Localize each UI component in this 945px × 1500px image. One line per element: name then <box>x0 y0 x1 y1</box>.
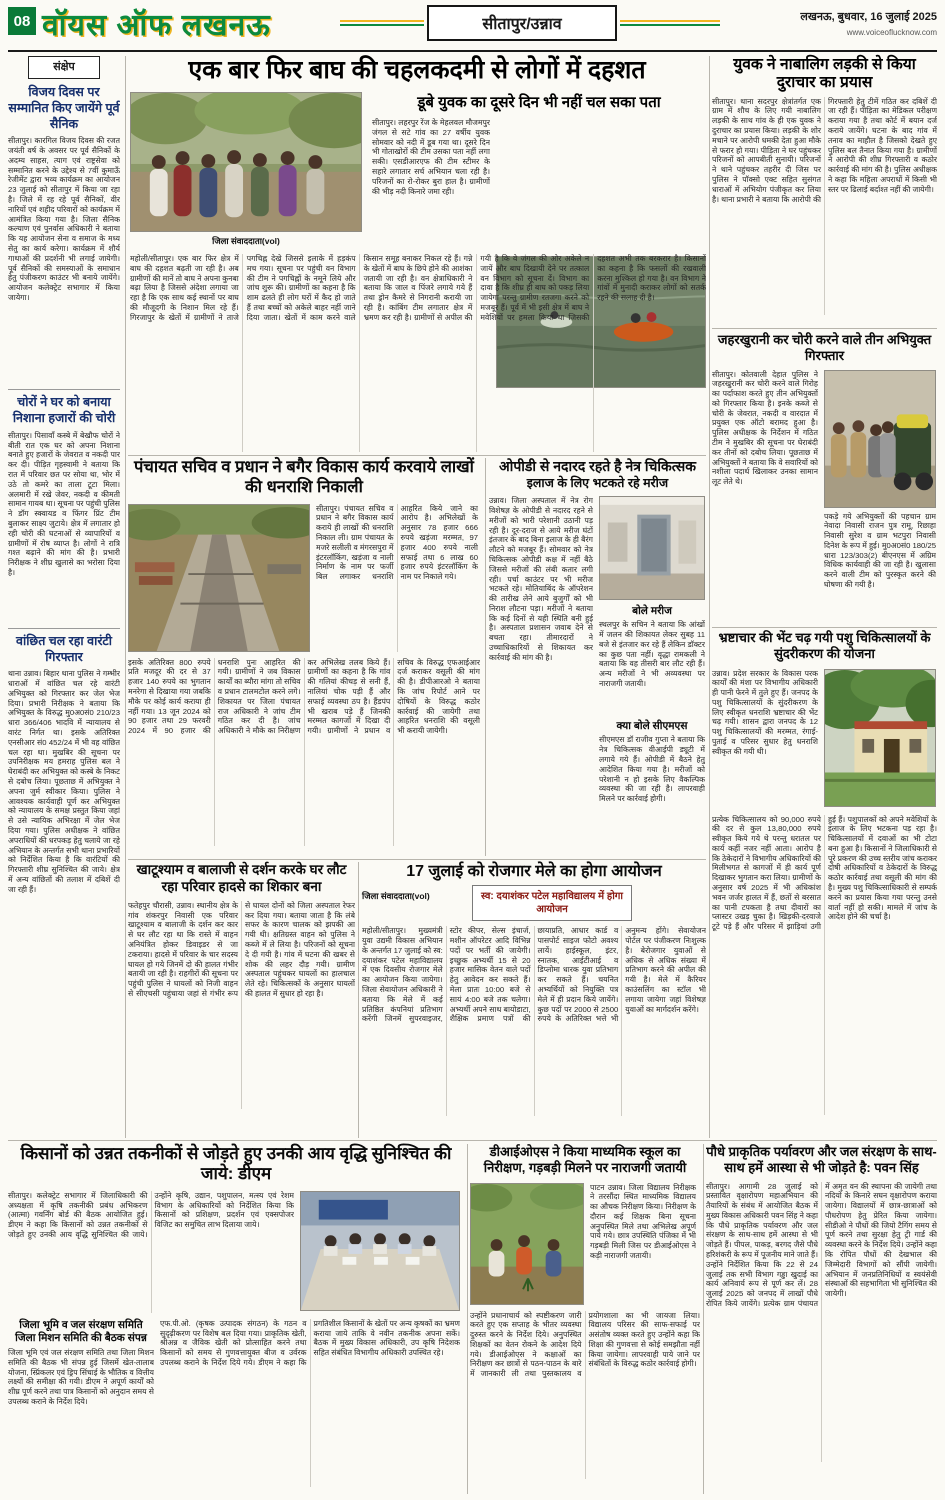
poison-theft-story <box>712 332 937 624</box>
page-number-badge: 08 <box>8 7 36 35</box>
plants-headline: पौधे प्राकृतिक पर्यावरण और जल संरक्षण के साथ-साथ हमें आस्था से भी जोड़ते है: पवन सिंह <box>706 1144 937 1176</box>
farmers-headline: किसानों को उन्नत तकनीकों से जोड़ते हुए उनकी आय वृद्धि सुनिश्चित की जाये: डीएम <box>20 1144 452 1184</box>
corruption-body-top: उन्नाव। प्रदेश सरकार के विकास परक कार्यों की मंशा पर विभागीय अधिकारी ही पानी फेरने में तुले हुए हैं। जनपद के पशु चिकित्सालयों के सुंदरीकरण के लिए स्वीकृत धनराशि भ्रष्टाचार की भेंट चढ़ गयी। शासन द्वारा जनपद के 12 पशु चिकित्सालयों की मरम्मत, रंगाई-पुताई व परिसर सुधार हेतु धनराशि स्वीकृत की गयी थी। <box>712 668 818 756</box>
newspaper-title: वॉयस ऑफ लखनऊ <box>42 9 271 42</box>
poison-headline: जहरखुरानी कर चोरी करने वाले तीन अभियुक्त गिरफ्तार <box>717 332 932 364</box>
opd-cms-subhead: क्या बोले सीएमएस <box>616 720 688 733</box>
tiger-body: महोली/सीतापुर। एक बार फिर क्षेत्र में बाघ की दहशत बढ़ती जा रही है। अब ग्रामीणों की मानें तो बाघ ने अपना कुनबा बढ़ा लिया है जिससे अंदेशा लगाया जा रहा है कि एक साथ कई स्थानों पर बाघ की मौजूदगी के निशान मिल रहे हैं। गिरजापुर के खेतों में ग्रामीणों ने ताजे पगचिह्न देखे जिससे इलाके में हड़कंप मच गया। सूचना पर पहुंची वन विभाग की टीम ने पगचिह्नों के नमूने लिये और जांच शुरू की। ग्रामीणों का कहना है कि शाम ढलते ही लोग घरों में कैद हो जाते हैं तथा बच्चों को अकेले बाहर नहीं जाने दिया जाता। खेतों में काम करने वाले किसान समूह बनाकर निकल रहे हैं। गन्ने के खेतों में बाघ के छिपे होने की आशंका जतायी जा रही है। वन क्षेत्राधिकारी ने बताया कि जाल व पिंजरे लगाये गये हैं तथा ड्रोन कैमरे से निगरानी करायी जा रही है। कांबिंग टीम लगातार क्षेत्र में भ्रमण कर रही है। ग्रामीणों से अपील की गयी है कि वे जंगल की ओर अकेले न जायें और बाघ दिखायी देने पर तत्काल वन विभाग को सूचना दें। विभाग का दावा है कि शीघ्र ही बाघ को पकड़ लिया जायेगा परन्तु ग्रामीण रतजगा करने को मजबूर हैं। पूर्व में भी इसी क्षेत्र में बाघ ने मवेशियों पर हमला किया था जिसकी दहशत अभी तक बरकरार है। किसानों का कहना है कि फसलों की रखवाली करना मुश्किल हो गया है। वन विभाग ने गांवों में मुनादी कराकर लोगों को सतर्क रहने की सलाह दी है। <box>130 254 706 322</box>
panchayat-body: इसके अतिरिक्त 800 रुपये प्रति मजदूर की दर से 37 हजार 140 रुपये का भुगतान मनरेगा से दिखाया गया जबकि मौके पर कोई कार्य कराया ही नहीं गया। 13 जून 2024 को 90 हजार तथा 29 फरवरी 2024 में 90 हजार की धनराशि पुनः आहरित की गयी। ग्रामीणों ने जब विकास कार्यों का ब्यौरा मांगा तो सचिव व प्रधान टालमटोल करने लगे। शिकायत पर जिला पंचायत राज अधिकारी ने जांच टीम गठित कर दी है। जांच अधिकारी ने मौके का निरीक्षण कर अभिलेख तलब किये हैं। ग्रामीणों का कहना है कि गांव की गलियां कीचड़ से सनी हैं, नालियां चोक पड़ी हैं और सफाई व्यवस्था ठप है। हैंडपंप भी खराब पड़े हैं जिनकी मरम्मत कागजों में दिखा दी गयी। ग्रामीणों ने प्रधान व सचिव के विरुद्ध एफआईआर दर्ज कराकर वसूली की मांग की है। डीपीआरओ ने बताया कि जांच रिपोर्ट आने पर दोषियों के विरुद्ध कठोर कार्रवाई की जायेगी तथा आहरित धनराशि की वसूली भी करायी जायेगी। <box>128 657 480 736</box>
date-line: लखनऊ, बुधवार, 16 जुलाई 2025 <box>800 11 937 23</box>
poison-body-right: पकड़े गये अभियुक्तों की पहचान ग्राम नेवादा निवासी राजन पुत्र रामू, रिछाहा निवासी सुरेश व ग्राम भटपुरा निवासी दिनेश के रूप में हुई। मु0अ0सं0 180/25 धारा 123/303(2) बीएनएस में अग्रिम विधिक कार्यवाही की जा रही है। खुलासा करने वाली टीम को पुरस्कृत करने की घोषणा की गयी है। <box>824 511 936 590</box>
jobfair-story <box>362 862 706 1138</box>
brief2-body: सीतापुर। पिसावाँ कस्बे में बेखौफ चोरों ने बीती रात एक घर को अपना निशाना बनाते हुए हजारों के जेवरात व नकदी पार कर दी। पीड़ित गृहस्वामी ने बताया कि रात में परिवार छत पर सोया था, भोर में उठे तो कमरे का ताला टूटा मिला। अलमारी में रखे जेवर, नकदी व कीमती सामान गायब था। सूचना पर पहुंची पुलिस ने डॉग स्क्वायड व फिंगर प्रिंट टीम बुलाकर साक्ष्य जुटाये। क्षेत्र में लगातार हो रही चोरी की घटनाओं से व्यापारियों व ग्रामीणों में रोष व्याप्त है। लोगों ने रात्रि गश्त बढ़ाने की मांग की है। प्रभारी निरीक्षक ने शीघ्र खुलासे का भरोसा दिया है। <box>8 430 120 577</box>
farmers-body-rest: एफ.पी.ओ. (कृषक उत्पादक संगठन) के गठन व सुदृढ़ीकरण पर विशेष बल दिया गया। प्राकृतिक खेती, श्रीअन्न व जैविक खेती को प्रोत्साहित करने तथा किसानों को समय से गुणवत्तायुक्त बीज व उर्वरक उपलब्ध कराने के निर्देश दिये गये। डीएम ने कहा कि प्रगतिशील किसानों के खेतों पर अन्य कृषकों का भ्रमण कराया जाये ताकि वे नवीन तकनीक अपना सकें। बैठक में मुख्य विकास अधिकारी, उप कृषि निदेशक सहित संबंधित विभागीय अधिकारी उपस्थित रहे। <box>160 1318 460 1367</box>
photo-school-inspection <box>470 1183 584 1305</box>
jobfair-byline: जिला संवाददाता(vol) <box>362 891 430 902</box>
farmers-sub-body: जिला भूमि एवं जल संरक्षण समिति तथा जिला मिशन समिति की बैठक भी संपन्न हुई जिसमें खेत-तालाब योजना, स्प्रिंकलर एवं ड्रिप सिंचाई के भौतिक व वित्तीय लक्ष्यों की समीक्षा की गयी। डीएम ने अपूर्ण कार्यों को शीघ्र पूर्ण करने तथा पात्र किसानों को अनुदान समय से उपलब्ध कराने के निर्देश दिये। <box>8 1348 154 1407</box>
tiger-photo-caption: जिला संवाददाता(vol) <box>212 236 280 246</box>
masthead-accent-line <box>620 20 720 22</box>
accident-body: फतेहपुर चौरासी, उन्नाव। स्थानीय क्षेत्र के गांव शंकरपुर निवासी एक परिवार खाटूश्याम व बालाजी के दर्शन कर कार से घर लौट रहा था कि रास्ते में वाहन अनियंत्रित होकर डिवाइडर से जा टकराया। हादसे में परिवार के चार सदस्य घायल हो गये जिनमें दो की हालत गंभीर बतायी जा रही है। राहगीरों की सूचना पर पहुंची पुलिस ने घायलों को निजी वाहन से सीएचसी पहुंचाया जहां से गंभीर रूप से घायल दोनों को जिला अस्पताल रेफर कर दिया गया। बताया जाता है कि लंबे सफर के कारण चालक को झपकी आ गयी थी। क्षतिग्रस्त वाहन को पुलिस ने कब्जे में ले लिया है। परिजनों को सूचना दे दी गयी है। गांव में घटना की खबर से शोक की लहर दौड़ गयी। ग्रामीण अस्पताल पहुंचकर घायलों का हालचाल लेते रहे। चिकित्सकों के अनुसार घायलों की हालत में सुधार हो रहा है। <box>128 900 355 998</box>
farmers-sub-story <box>8 1319 154 1488</box>
farmers-body-top: सीतापुर। कलेक्ट्रेट सभागार में जिलाधिकारी की अध्यक्षता में कृषि तकनीकी प्रबंध अभिकरण (आत्मा) गवर्निंग बोर्ड की बैठक आयोजित हुई। डीएम ने कहा कि किसानों को उन्नत तकनीकों से जोड़ते हुए उनकी आय वृद्धि सुनिश्चित की जाये। उन्होंने कृषि, उद्यान, पशुपालन, मत्स्य एवं रेशम विभाग के अधिकारियों को निर्देशित किया कि किसानों को प्रशिक्षण, प्रदर्शन एवं एक्सपोजर विजिट का समुचित लाभ दिलाया जाये। <box>8 1190 294 1239</box>
masthead-accent-line <box>340 20 424 22</box>
edition-label: सीतापुर/उन्नाव <box>427 5 617 41</box>
corruption-body: प्रत्येक चिकित्सालय को 90,000 रुपये की दर से कुल 13,80,000 रुपये स्वीकृत किये गये थे परन्तु धरातल पर कार्य कहीं नजर नहीं आता। आरोप है कि ठेकेदारों ने विभागीय अधिकारियों की मिलीभगत से कागजों में ही कार्य पूर्ण दिखाकर भुगतान करा लिया। ग्रामीणों के अनुसार वर्ष 2025 में भी अधिकांश भवन जर्जर हालत में हैं, छतों से बरसात का पानी टपकता है तथा दीवारों का प्लास्टर उखड़ चुका है। खिड़की-दरवाजे टूटे पड़े हैं और परिसर में झाड़ियां उगी हुई हैं। पशुपालकों को अपने मवेशियों के इलाज के लिए भटकना पड़ रहा है। चिकित्सालयों में दवाओं का भी टोटा बना हुआ है। किसानों ने जिलाधिकारी से पूरे प्रकरण की उच्च स्तरीय जांच कराकर दोषी अधिकारियों व ठेकेदारों के विरुद्ध कठोर कार्रवाई तथा वसूली की मांग की है। मुख्य पशु चिकित्साधिकारी से सम्पर्क करने का प्रयास किया गया परन्तु उनसे वार्ता नहीं हो सकी। मामले में जांच के आदेश होने की चर्चा है। <box>712 814 937 932</box>
column-divider <box>703 1144 704 1494</box>
plants-story <box>706 1144 937 1494</box>
website-url: www.voiceoflucknow.com <box>846 28 937 37</box>
masthead-accent-line <box>620 24 720 26</box>
opd-patients-subhead: बोले मरीज <box>632 605 672 618</box>
corruption-story <box>712 630 937 1138</box>
opd-right-column <box>599 496 705 844</box>
opd-headline-line2: इलाज के लिए भटकते रहे मरीज <box>526 475 669 490</box>
column-divider <box>467 1144 468 1494</box>
story-divider <box>712 627 937 628</box>
story-divider <box>128 859 706 860</box>
panchayat-body-side: सीतापुर। पंचायत सचिव व प्रधान ने बगैर विकास कार्य कराये ही लाखों की धनराशि निकाल ली। ग्राम पंचायत के मजरे सलीली व मंगरसपुरा में इंटरलॉकिंग, खड़ंजा व नाली निर्माण के नाम पर फर्जी बिल लगाकर धनराशि आहरित किये जाने का आरोप है। अभिलेखों के अनुसार 78 हजार 666 रुपये खड़ंजा मरम्मत, 97 हजार 400 रुपये नाली सफाई तथा 6 लाख 60 हजार रुपये इंटरलॉकिंग के नाम पर निकाले गये। <box>316 503 478 582</box>
opd-cms-body: सीएमएस डॉ राजीव गुप्ता ने बताया कि नेत्र चिकित्सक वीआईपी ड्यूटी में लगाये गये हैं। ओपीडी में बैठने हेतु आदेशित किया गया है। मरीजों को परेशानी न हो इसके लिए वैकल्पिक व्यवस्था की जा रही है। लापरवाही मिलने पर कार्रवाई होगी। <box>599 735 705 804</box>
molest-story <box>712 56 937 324</box>
photo-hospital-opd <box>599 496 705 600</box>
photo-tiger-villagers <box>130 92 362 232</box>
photo-police-arrest <box>824 370 936 508</box>
accident-story <box>128 862 355 1138</box>
opd-headline-line1: ओपीडी से नदारद रहते है नेत्र चिकित्सक <box>499 458 696 474</box>
brief1-headline: विजय दिवस पर सम्मानित किए जायेंगे पूर्व सैनिक <box>8 85 120 131</box>
brief3-headline: वांछित चल रहा वारंटी गिरफ्तार <box>16 633 112 664</box>
panchayat-headline: पंचायत सचिव व प्रधान ने बगैर विकास कार्य करवाये लाखों की धनराशि निकाली <box>134 458 474 496</box>
column-divider <box>709 56 710 1138</box>
story-divider <box>128 455 706 456</box>
story-divider <box>8 389 120 390</box>
dios-body-side: पाटन उन्नाव। जिला विद्यालय निरीक्षक ने तरसौंदा स्थित माध्यमिक विद्यालय का औचक निरीक्षण किया। निरीक्षण के दौरान कई शिक्षक बिना सूचना अनुपस्थित मिले तथा अभिलेख अपूर्ण पाये गये। छात्र उपस्थिति पंजिका में भी गड़बड़ी मिली जिस पर डीआईओएस ने कड़ी नाराजगी जतायी। <box>590 1182 696 1261</box>
story-divider <box>8 628 120 629</box>
photo-dm-meeting <box>300 1191 460 1311</box>
molest-body: सीतापुर। थाना सदरपुर क्षेत्रांतर्गत एक ग्राम में शौच के लिए गयी नाबालिग लड़की के साथ गांव के ही एक युवक ने दुराचार का प्रयास किया। लड़की के शोर मचाने पर आरोपी धमकी देता हुआ मौके से फरार हो गया। पीड़िता ने घर पहुंचकर परिजनों को आपबीती सुनायी। परिजनों ने थाने पहुंचकर तहरीर दी जिस पर पुलिस ने पॉक्सो एक्ट सहित सुसंगत धाराओं में अभियोग पंजीकृत कर लिया है। थाना प्रभारी ने बताया कि आरोपी की गिरफ्तारी हेतु टीमें गठित कर दबिशें दी जा रही हैं। पीड़िता का मेडिकल परीक्षण कराया गया है तथा कोर्ट में बयान दर्ज कराये जायेंगे। घटना के बाद गांव में तनाव का माहौल है जिसको देखते हुए पुलिस बल तैनात किया गया है। ग्रामीणों ने आरोपी की शीघ्र गिरफ्तारी व कठोर कार्रवाई की मांग की है। पुलिस अधीक्षक ने कहा कि महिला अपराधों में किसी भी स्तर पर ढिलाई बर्दाश्त नहीं की जायेगी। <box>712 96 937 204</box>
corruption-headline: भ्रष्टाचार की भेंट चढ़ गयी पशु चिकित्सालयों के सुंदरीकरण की योजना <box>718 630 931 662</box>
panchayat-story <box>128 458 480 856</box>
tiger-headline: एक बार फिर बाघ की चहलकदमी से लोगों में दहशत <box>188 56 646 84</box>
poison-right-column <box>824 370 936 618</box>
poison-body-left: सीतापुर। कोतवाली देहात पुलिस ने जहरखुरानी कर चोरी करने वाले गिरोह का पर्दाफाश करते हुए तीन अभियुक्तों को गिरफ्तार किया है। इनके कब्जे से चोरी के जेवरात, नकदी व वारदात में प्रयुक्त एक ऑटो बरामद हुआ है। पुलिस अधीक्षक के निर्देशन में गठित टीम ने मुखबिर की सूचना पर घेराबंदी कर तीनों को दबोच लिया। पूछताछ में अभियुक्तों ने बताया कि वे सवारियों को नशीला पदार्थ खिलाकर उनका सामान लूट लेते थे। <box>712 369 818 487</box>
jobfair-venue-box: स्व: दयाशंकर पटेल महाविद्यालय में होगा आयोजन <box>472 885 632 921</box>
opd-body: उन्नाव। जिला अस्पताल में नेत्र रोग विशेषज्ञ के ओपीडी से नदारद रहने से मरीजों को भारी परेशानी उठानी पड़ रही है। दूर-दराज से आये मरीज घंटों इंतजार के बाद बिना इलाज के ही बैरंग लौटने को मजबूर हैं। सोमवार को नेत्र चिकित्सक ओपीडी कक्ष में नहीं बैठे जिससे मरीजों की लंबी कतार लगी रही। पर्चा काउंटर पर भी मरीज भटकते रहे। मोतियाबिंद के ऑपरेशन की तारीख लेने आये बुजुर्गों को भी निराश लौटना पड़ा। मरीजों ने बताया कि कई दिनों से यही स्थिति बनी हुई है। अस्पताल प्रशासन जवाब देने से बचता रहा। तीमारदारों ने उच्चाधिकारियों से शिकायत कर कार्रवाई की मांग की है। <box>489 496 593 662</box>
dios-headline: डीआईओएस ने किया माध्यमिक स्कूल का निरीक्षण, गड़बड़ी मिलने पर नाराजगी जतायी <box>483 1144 687 1176</box>
column-divider <box>485 458 486 856</box>
brief1-body: सीतापुर। कारगिल विजय दिवस की रजत जयंती वर्ष के अवसर पर पूर्व सैनिकों के अदम्य साहस, त्याग एवं राष्ट्रसेवा को सम्मानित करने के उद्देश्य से 7वीं कुमाऊँ रेजीमेंट द्वारा भव्य कार्यक्रम का आयोजन 23 जुलाई को सीतापुर में किया जा रहा है। जिले में रह रहे पूर्व सैनिकों, वीर नारियों एवं शहीद परिवारों को कार्यक्रम में आमंत्रित किया गया है। जिला सैनिक कल्याण एवं पुनर्वास अधिकारी ने बताया कि यह आयोजन सेना व समाज के मध्य सेतु का कार्य करेगा। कार्यक्रम में शौर्य गाथाओं की प्रदर्शनी भी लगाई जायेगी। पूर्व सैनिकों की समस्याओं के समाधान हेतु पंजीकरण काउंटर भी बनाये जायेंगे। आयोजन कलेक्ट्रेट सभागार में किया जायेगा। <box>8 136 120 302</box>
jobfair-headline: 17 जुलाई को रोजगार मेले का होगा आयोजन <box>406 863 662 880</box>
brief-section-label: संक्षेप <box>28 56 100 79</box>
plants-body: सीतापुर। आगामी 28 जुलाई को प्रस्तावित वृक्षारोपण महाअभियान की तैयारियों के संबंध में आयोजित बैठक में मुख्य विकास अधिकारी पवन सिंह ने कहा कि पौधे प्राकृतिक पर्यावरण और जल संरक्षण के साथ-साथ हमें आस्था से भी जोड़ते हैं। पीपल, पाकड़, बरगद जैसे पौधे हरिशंकरी के रूप में पूजनीय माने जाते हैं। उन्होंने निर्देशित किया कि 22 से 24 जुलाई तक सभी विभाग गड्ढा खुदाई का कार्य अनिवार्य रूप से पूर्ण कर लें। 28 जुलाई 2025 को जनपद में लाखों पौधे रोपित किये जायेंगे। प्रत्येक ग्राम पंचायत में अमृत वन की स्थापना की जायेगी तथा नदियों के किनारे सघन वृक्षारोपण कराया जायेगा। विद्यालयों में छात्र-छात्राओं को पौधरोपण हेतु प्रेरित किया जायेगा। सीडीओ ने पौधों की जियो टैगिंग समय से पूर्ण करने तथा सुरक्षा हेतु ट्री गार्ड की व्यवस्था करने के निर्देश दिये। उन्होंने कहा कि रोपित पौधों की देखभाल की जिम्मेदारी विभागों को सौंपी जायेगी। अभियान में जनप्रतिनिधियों व स्वयंसेवी संस्थाओं की सहभागिता भी सुनिश्चित की जायेगी। <box>706 1181 937 1309</box>
farmers-story <box>8 1144 464 1494</box>
column-divider <box>358 862 359 1138</box>
dios-body: उन्होंने प्रधानाचार्य को स्पष्टीकरण जारी करते हुए एक सप्ताह के भीतर व्यवस्था दुरुस्त करने के निर्देश दिये। अनुपस्थित शिक्षकों का वेतन रोकने के आदेश दिये गये। डीआईओएस ने कक्षाओं का निरीक्षण कर छात्रों से पठन-पाठन के बारे में जानकारी ली तथा पुस्तकालय व प्रयोगशाला का भी जायजा लिया। विद्यालय परिसर की साफ-सफाई पर असंतोष व्यक्त करते हुए उन्होंने कहा कि शिक्षा की गुणवत्ता से कोई समझौता नहीं किया जायेगा। लापरवाही पाये जाने पर संबंधितों के विरुद्ध कठोर कार्रवाई होगी। <box>470 1310 700 1379</box>
drowned-lead: सीतापुर। लहरपुर रेंज के मेहलवल मौजमपुर जंगल से सटे गांव का 27 वर्षीय युवक सोमवार को नदी में डूब गया था। दूसरे दिन भी गोताखोरों की टीम उसका पता नहीं लगा सकी। एसडीआरएफ की टीम स्टीमर के सहारे लगातार सर्च अभियान चला रही है। परिजनों का रो-रोकर बुरा हाल है। ग्रामीणों की भीड़ नदी किनारे जमा रही। <box>372 118 490 196</box>
photo-vet-hospital <box>824 669 936 807</box>
photo-drain-works <box>128 504 310 652</box>
brief-column <box>8 56 124 1138</box>
molest-headline: युवक ने नाबालिग लड़की से किया दुराचार का प्रयास <box>733 56 916 91</box>
brief2-headline: चोरों ने घर को बनाया निशाना हजारों की चोरी <box>12 395 116 425</box>
drowned-headline: डूबे युवक का दूसरे दिन भी नहीं चल सका पता <box>417 94 661 111</box>
brief3-body: थाना उन्नाव। बिहार थाना पुलिस ने गम्भीर धाराओं में वांछित चल रहे वारंटी अभियुक्त को गिरफ्तार कर जेल भेज दिया। प्रभारी निरीक्षक ने बताया कि अभियुक्त के विरुद्ध मु0अ0सं0 210/23 धारा 366/406 भादवि में न्यायालय से वारंट निर्गत था। इसके अतिरिक्त एनसीआर सं0 452/24 में भी वह वांछित चल रहा था। मुखबिर की सूचना पर उपनिरीक्षक मय हमराह पुलिस बल ने घेराबंदी कर अभियुक्त को कस्बे के निकट से दबोच लिया। पूछताछ में अभियुक्त ने अपना जुर्म स्वीकार किया। पुलिस ने आवश्यक कार्यवाही पूर्ण कर अभियुक्त को न्यायालय के समक्ष प्रस्तुत किया जहां से उसे न्यायिक अभिरक्षा में जेल भेज दिया गया। पुलिस अधीक्षक ने वांछित अपराधियों की धरपकड़ हेतु चलाये जा रहे अभियान के अन्तर्गत सभी थाना प्रभारियों को निर्देशित किया है कि वारंटियों की गिरफ्तारी शीघ्र सुनिश्चित की जाये। क्षेत्र में अन्य वांछितों की तलाश में दबिशें दी जा रही हैं। <box>8 669 120 894</box>
story-divider <box>712 328 937 329</box>
accident-headline: खाटूश्याम व बालाजी से दर्शन करके घर लौट रहा परिवार हादसे का शिकार बना <box>136 862 347 894</box>
jobfair-body: महोली/सीतापुर। मुख्यमंत्री युवा उद्यमी विकास अभियान के अन्तर्गत 17 जुलाई को स्व: दयाशंकर पटेल महाविद्यालय में एक दिवसीय रोजगार मेले का आयोजन किया जायेगा। जिला सेवायोजन अधिकारी ने बताया कि मेले में कई प्रतिष्ठित कंपनियां प्रतिभाग करेंगी जिनमें सुपरवाइजर, स्टोर कीपर, सेल्स इंचार्ज, मशीन ऑपरेटर आदि विभिन्न पदों पर भर्ती की जायेगी। इच्छुक अभ्यर्थी 15 से 20 हजार मासिक वेतन वाले पदों हेतु आवेदन कर सकते हैं। मेला प्रातः 10:00 बजे से सायं 4:00 बजे तक चलेगा। अभ्यर्थी अपने साथ बायोडाटा, शैक्षिक प्रमाण पत्रों की छायाप्रति, आधार कार्ड व पासपोर्ट साइज फोटो अवश्य लायें। हाईस्कूल, इंटर, स्नातक, आईटीआई व डिप्लोमा धारक युवा प्रतिभाग कर सकते हैं। चयनित अभ्यर्थियों को नियुक्ति पत्र मेले में ही प्रदान किये जायेंगे। कुछ पदों पर 2000 से 2500 रुपये के अतिरिक्त भत्ते भी अनुमन्य होंगे। सेवायोजन पोर्टल पर पंजीकरण निःशुल्क है। बेरोजगार युवाओं से अधिक से अधिक संख्या में प्रतिभाग करने की अपील की गयी है। मेले में कैरियर काउंसलिंग का स्टॉल भी लगाया जायेगा जहां विशेषज्ञ युवाओं का मार्गदर्शन करेंगे। <box>362 926 706 1024</box>
farmers-sub-headline: जिला भूमि व जल संरक्षण समिति जिला मिशन समिति की बैठक संपन्न <box>15 1318 147 1344</box>
dios-story <box>470 1144 700 1494</box>
opd-story <box>489 458 706 856</box>
column-divider <box>125 56 126 1138</box>
opd-patients-body: स्थलपुर के सचिन ने बताया कि आंखों में जलन की शिकायत लेकर सुबह 11 बजे से इंतजार कर रहे हैं लेकिन डॉक्टर का कुछ पता नहीं। वृद्धा रामकली ने बताया कि वह तीसरी बार लौट रही हैं। अन्य मरीजों ने भी अव्यवस्था पर नाराजगी जतायी। <box>599 620 705 689</box>
tiger-story <box>128 56 706 456</box>
story-divider <box>8 1140 937 1141</box>
masthead-rule <box>8 50 937 52</box>
masthead-accent-line <box>340 24 424 26</box>
